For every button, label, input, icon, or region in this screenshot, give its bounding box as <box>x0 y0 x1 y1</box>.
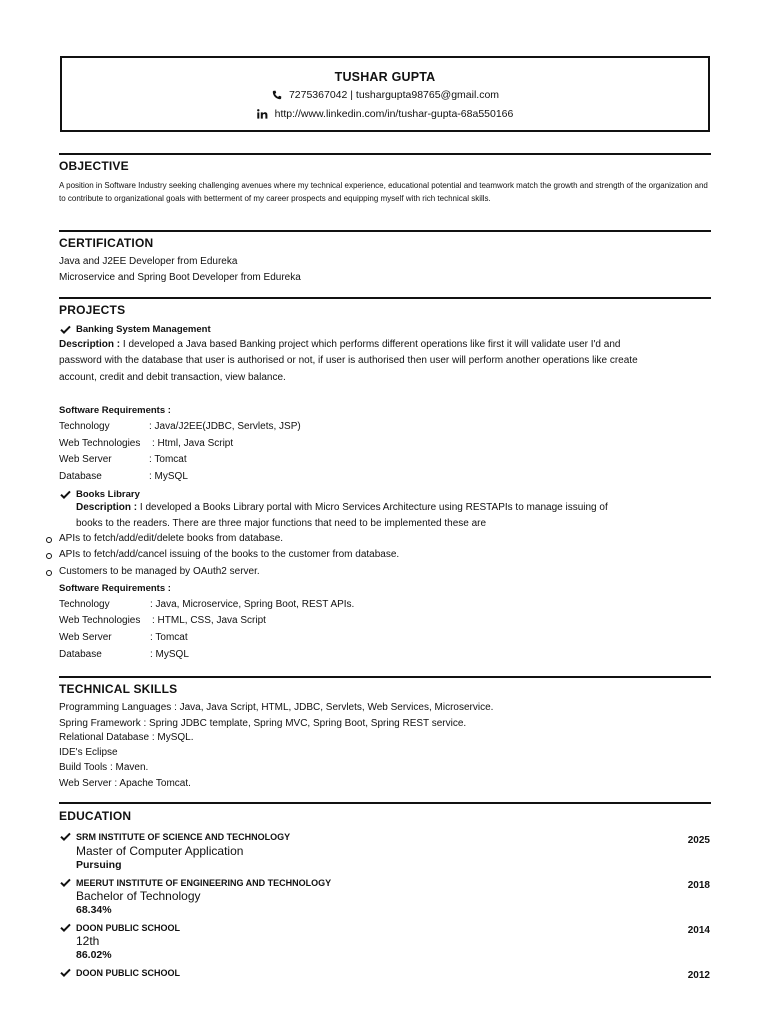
req-value: : HTML, CSS, Java Script <box>152 615 266 626</box>
skill-item: IDE's Eclipse <box>59 747 118 758</box>
linkedin-icon <box>257 108 269 120</box>
education-year: 2014 <box>687 925 710 936</box>
projects-title: PROJECTS <box>59 303 126 317</box>
bullet-item: APIs to fetch/add/edit/delete books from database. <box>59 533 284 544</box>
education-year: 2012 <box>687 970 710 981</box>
req-key: Database <box>59 649 102 660</box>
skills-title: TECHNICAL SKILLS <box>59 682 178 696</box>
description-line: I developed a Java based Banking project which performs different operations like first it will validate user I'd and <box>120 339 621 350</box>
education-grade: 68.34% <box>76 904 112 916</box>
skill-item: Spring Framework : Spring JDBC template, Spring MVC, Spring Boot, Spring REST service. <box>59 718 467 729</box>
candidate-name: TUSHAR GUPTA <box>334 70 436 84</box>
certification-item: Microservice and Spring Boot Developer from Edureka <box>59 272 301 283</box>
bullet-circle <box>46 570 52 576</box>
req-value: : Java/J2EE(JDBC, Servlets, JSP) <box>149 421 301 432</box>
req-value: : Tomcat <box>150 632 188 643</box>
description-line: books to the readers. There are three major functions that need to be implemented these are <box>76 518 487 529</box>
check-icon <box>60 923 71 932</box>
check-icon <box>60 968 71 977</box>
institution-name: DOON PUBLIC SCHOOL <box>76 923 181 933</box>
check-icon <box>60 325 71 334</box>
education-year: 2025 <box>687 835 710 846</box>
degree-name: Master of Computer Application <box>76 844 244 858</box>
req-value: : MySQL <box>149 471 188 482</box>
contact-line <box>62 89 708 101</box>
req-value: : Java, Microservice, Spring Boot, REST APIs. <box>150 599 355 610</box>
requirements-title: Software Requirements : <box>59 405 171 416</box>
phone-icon <box>271 89 283 101</box>
project-name: Banking System Management <box>76 324 211 335</box>
bullet-circle <box>46 537 52 543</box>
institution-name: SRM INSTITUTE OF SCIENCE AND TECHNOLOGY <box>76 832 291 842</box>
description-line: I developed a Books Library portal with Micro Services Architecture using RESTAPIs to manage issuing of <box>137 502 608 513</box>
description-label: Description : <box>76 502 138 513</box>
education-grade: Pursuing <box>76 859 122 871</box>
institution-name: MEERUT INSTITUTE OF ENGINEERING AND TECHNOLOGY <box>76 878 332 888</box>
req-key: Technology <box>59 599 110 610</box>
institution-name: DOON PUBLIC SCHOOL <box>76 968 181 978</box>
description-line: password with the database that user is authorised or not, if user is authorised then user will perform another operations like create <box>59 355 638 366</box>
check-icon <box>60 832 71 841</box>
contact-text: 7275367042 | tushargupta98765@gmail.com <box>288 89 500 101</box>
skill-item: Web Server : Apache Tomcat. <box>59 778 191 789</box>
requirements-title: Software Requirements : <box>59 583 171 594</box>
req-key: Web Technologies <box>59 438 141 449</box>
description-label: Description : <box>59 339 121 350</box>
degree-name: 12th <box>76 934 100 948</box>
objective-text: A position in Software Industry seeking challenging avenues where my technical experience, educational potential and teamwork match the growth and strength of the organization and to contribute to organizational goals with betterment of my career prospects and equipping myself with rich technical skills. <box>59 181 708 203</box>
section-rule <box>59 802 711 804</box>
education-grade: 86.02% <box>76 949 112 961</box>
description-line: account, credit and debit transaction, view balance. <box>59 372 286 383</box>
section-rule <box>59 297 711 299</box>
check-icon <box>60 490 71 499</box>
certification-item: Java and J2EE Developer from Edureka <box>59 256 238 267</box>
section-rule <box>59 230 711 232</box>
education-year: 2018 <box>687 880 710 891</box>
req-key: Web Server <box>59 454 112 465</box>
degree-name: Bachelor of Technology <box>76 889 201 903</box>
section-rule <box>59 153 711 155</box>
project-name: Books Library <box>76 489 140 500</box>
req-key: Technology <box>59 421 110 432</box>
certification-title: CERTIFICATION <box>59 236 154 250</box>
req-value: : Tomcat <box>149 454 187 465</box>
req-key: Database <box>59 471 102 482</box>
bullet-circle <box>46 553 52 559</box>
skill-item: Relational Database : MySQL. <box>59 732 194 743</box>
objective-title: OBJECTIVE <box>59 159 129 173</box>
skill-item: Build Tools : Maven. <box>59 762 149 773</box>
bullet-item: Customers to be managed by OAuth2 server. <box>59 566 260 577</box>
linkedin-line <box>62 108 708 120</box>
req-key: Web Technologies <box>59 615 141 626</box>
header-box <box>60 56 710 132</box>
check-icon <box>60 878 71 887</box>
skill-item: Programming Languages : Java, Java Script, HTML, JDBC, Servlets, Web Services, Microservice. <box>59 702 494 713</box>
linkedin-url[interactable]: http://www.linkedin.com/in/tushar-gupta-68a550166 <box>274 108 514 120</box>
education-title: EDUCATION <box>59 809 132 823</box>
req-value: : MySQL <box>150 649 189 660</box>
req-key: Web Server <box>59 632 112 643</box>
project-description <box>76 500 608 516</box>
req-value: : Html, Java Script <box>152 438 234 449</box>
section-rule <box>59 676 711 678</box>
project-description <box>59 337 620 353</box>
bullet-item: APIs to fetch/add/cancel issuing of the books to the customer from database. <box>59 549 400 560</box>
